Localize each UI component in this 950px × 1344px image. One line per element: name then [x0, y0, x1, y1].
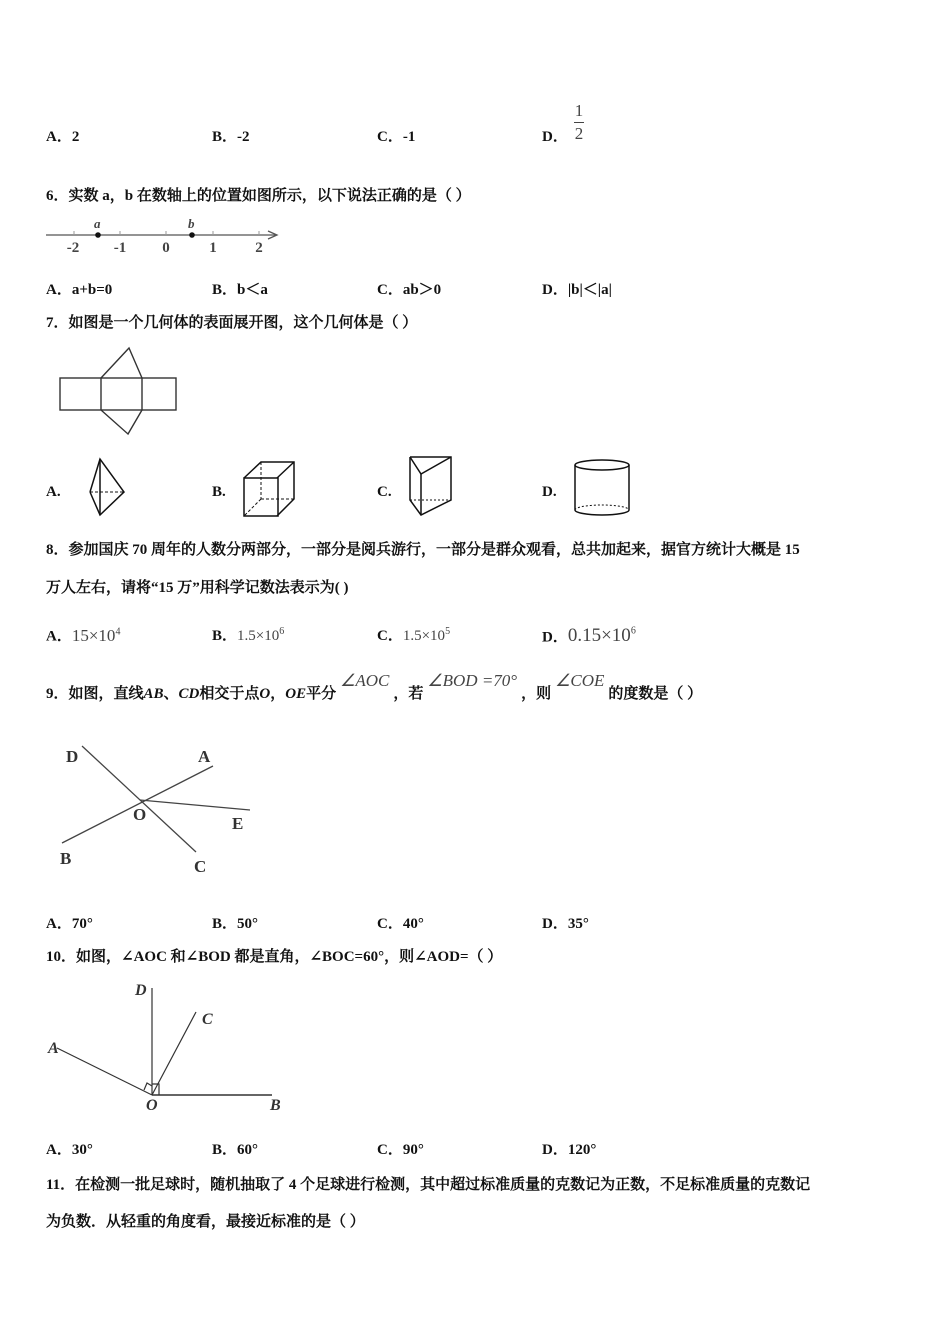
- expr-base: 15×10: [71, 625, 116, 645]
- label-c: C: [194, 857, 207, 876]
- q10-option-d: D．120°: [542, 1142, 597, 1158]
- tick-label: 0: [162, 240, 170, 256]
- ray-oe: OE: [285, 686, 307, 702]
- q8-stem-line2: 万人左右，请将“15 万”用科学记数法表示为( ): [46, 580, 349, 596]
- option-letter: C．: [377, 628, 403, 644]
- tick-label: 2: [255, 240, 263, 256]
- label-d: D: [66, 747, 79, 766]
- angle-bod-value: ∠BOD =70°: [427, 671, 518, 690]
- expr-exponent: 6: [279, 626, 285, 637]
- label-b: b: [188, 216, 195, 231]
- expr-base: 1.5×10: [402, 628, 446, 644]
- q6-option-a: A．a+b=0: [46, 282, 113, 298]
- expr-exponent: 6: [630, 626, 636, 637]
- q6-stem: 6．实数 a，b 在数轴上的位置如图所示，以下说法正确的是（ ）: [46, 188, 471, 204]
- q11-stem-line2: 为负数．从轻重的角度看，最接近标准的是（ ）: [46, 1214, 365, 1230]
- q9-option-d: D．35°: [542, 916, 589, 932]
- line-cd: CD: [178, 686, 200, 702]
- stem-text: ，则: [521, 686, 552, 702]
- q6-option-d: D．|b|＜|a|: [542, 282, 612, 298]
- q5-option-b: B．-2: [212, 129, 250, 145]
- q6-option-c: C．ab＞0: [377, 282, 442, 298]
- q7-stem: 7．如图是一个几何体的表面展开图，这个几何体是（ ）: [46, 315, 418, 331]
- stem-text: 9．如图，直线: [46, 686, 144, 702]
- q5-option-a: A．2: [46, 129, 80, 145]
- label-a: A: [198, 747, 211, 766]
- q7-option-a-label: A.: [46, 484, 61, 500]
- q9-option-b: B．50°: [212, 916, 259, 932]
- fraction-numerator: 1: [574, 101, 584, 120]
- option-letter: B．: [212, 628, 238, 644]
- point-o: O: [259, 686, 271, 702]
- q5-option-c: C．-1: [377, 129, 416, 145]
- q10-option-c: C．90°: [377, 1142, 424, 1158]
- q11-stem-line1: 11．在检测一批足球时，随机抽取了 4 个足球进行检测，其中超过标准质量的克数记为正数，不足标准质量的克数记: [46, 1177, 811, 1193]
- q10-stem: 10．如图，∠AOC 和∠BOD 都是直角，∠BOC=60°，则∠AOD=（ ）: [46, 949, 503, 965]
- line-ab: AB: [143, 686, 164, 702]
- expr-exponent: 5: [445, 626, 451, 637]
- q5-option-d: D．: [542, 129, 568, 145]
- q8-stem-line1: 8．参加国庆 70 周年的人数分两部分，一部分是阅兵游行，一部分是群众观看，总共加起来，据官方统计大概是 15: [46, 542, 800, 558]
- fraction-denominator: 2: [574, 124, 584, 143]
- stem-text: 相交于点: [199, 686, 260, 702]
- label-b: B: [60, 849, 72, 868]
- label-e: E: [232, 814, 244, 833]
- option-letter: A．: [46, 628, 72, 645]
- q10-option-a: A．30°: [46, 1142, 93, 1158]
- angle-coe: ∠COE: [555, 671, 605, 690]
- stem-text: 、: [163, 686, 179, 702]
- label-b: B: [270, 1097, 281, 1114]
- q6-option-b: B．b＜a: [212, 282, 268, 298]
- option-letter: D．: [542, 629, 568, 646]
- label-c: C: [202, 1011, 213, 1028]
- stem-text: 的度数是（ ）: [608, 686, 703, 702]
- tick-label: 1: [209, 240, 217, 256]
- label-o: O: [146, 1097, 158, 1114]
- stem-text: ，: [270, 686, 286, 702]
- label-a: a: [94, 216, 101, 231]
- q7-option-d-label: D.: [542, 484, 557, 500]
- q7-option-b-label: B.: [212, 484, 226, 500]
- stem-text: ，若: [393, 686, 424, 702]
- label-a: A: [48, 1040, 59, 1057]
- q7-option-c-label: C.: [377, 484, 392, 500]
- q10-option-b: B．60°: [212, 1142, 259, 1158]
- label-d: D: [135, 982, 147, 999]
- label-o: O: [133, 805, 147, 824]
- expr-base: 1.5×10: [237, 628, 280, 644]
- right-angle-mark: [144, 1083, 152, 1090]
- stem-text: 平分: [306, 686, 337, 702]
- angle-aoc: ∠AOC: [340, 671, 390, 690]
- q9-option-a: A．70°: [46, 916, 93, 932]
- expr-base: 0.15×10: [567, 625, 631, 647]
- expr-exponent: 4: [115, 626, 121, 637]
- tick-label: -1: [113, 240, 127, 256]
- q9-option-c: C．40°: [377, 916, 424, 932]
- tick-label: -2: [66, 240, 80, 256]
